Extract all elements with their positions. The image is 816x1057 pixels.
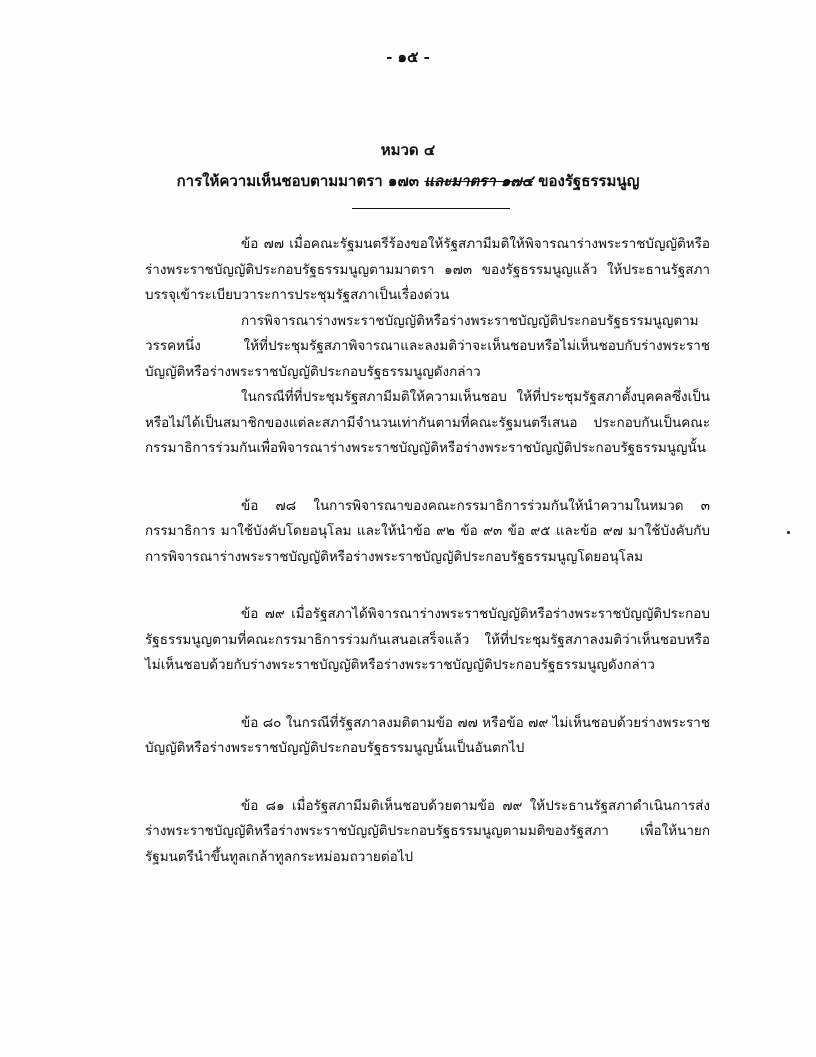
paragraph-article-77-clause-3: ในกรณีที่ที่ประชุมรัฐสภามีมติให้ความเห็นชอบ ให้ที่ประชุมรัฐสภาตั้งบุคคลซึ่งเป็นหรือไม่ได้เป็นสมาชิกของแต่ละสภามีจำนวนเท่ากันตามที่คณะรัฐมนตรีเสนอ ประกอบกันเป็นคณะกรรมาธิการร่วมกันเพื่อพิจารณาร่างพระราชบัญญัติหรือร่างพระราชบัญญัติประกอบรัฐธรรมนูญนั้น [145, 389, 710, 456]
document-body [145, 232, 710, 870]
scan-speck [787, 531, 790, 534]
paragraph-article-81: ข้อ ๘๑ เมื่อรัฐสภามีมติเห็นชอบด้วยตามข้อ ๗๙ ให้ประธานรัฐสภาดำเนินการส่งร่างพระราชบัญญัติหรือร่างพระราชบัญญัติประกอบรัฐธรรมนูญตามมติของรัฐสภา เพื่อให้นายกรัฐมนตรีนำขึ้นทูลเกล้าทูลกระหม่อมถวายต่อไป [145, 797, 710, 865]
chapter-title-before: การให้ความเห็นชอบตามมาตรา ๑๗๓ [176, 172, 419, 190]
paragraph-article-78: ข้อ ๗๘ ในการพิจารณาของคณะกรรมาธิการร่วมกันให้นำความในหมวด ๓ กรรมาธิการ มาใช้บังคับโดยอนุโลม และให้นำข้อ ๙๒ ข้อ ๙๓ ข้อ ๙๕ และข้อ ๙๗ มาใช้บังคับกับการพิจารณาร่างพระราชบัญญัติหรือร่างพระราชบัญญัติประกอบรัฐธรรมนูญโดยอนุโลม [145, 497, 710, 565]
chapter-title [0, 169, 816, 193]
paragraph-gap [145, 679, 710, 711]
paragraph-article-77: ข้อ ๗๗ เมื่อคณะรัฐมนตรีร้องขอให้รัฐสภามีมติให้พิจารณาร่างพระราชบัญญัติหรือร่างพระราชบัญญัติประกอบรัฐธรรมนูญตามมาตรา ๑๗๓ ของรัฐธรรมนูญแล้ว ให้ประธานรัฐสภาบรรจุเข้าระเบียบวาระการประชุมรัฐสภาเป็นเรื่องด่วน [145, 236, 710, 303]
paragraph-gap [145, 762, 710, 794]
chapter-title-struck: และมาตรา ๑๗๔ [424, 172, 534, 190]
title-underline [352, 208, 510, 209]
paragraph-article-80: ข้อ ๘๐ ในกรณีที่รัฐสภาลงมติตามข้อ ๗๗ หรือข้อ ๗๙ ไม่เห็นชอบด้วยร่างพระราชบัญญัติหรือร่างพระราชบัญญัติประกอบรัฐธรรมนูญนั้นเป็นอันตกไป [145, 714, 710, 756]
chapter-title-after: ของรัฐธรรมนูญ [538, 172, 640, 190]
paragraph-gap [145, 570, 710, 602]
paragraph-article-77-clause-2: การพิจารณาร่างพระราชบัญญัติหรือร่างพระราชบัญญัติประกอบรัฐธรรมนูญตามวรรคหนึ่ง ให้ที่ประชุมรัฐสภาพิจารณาและลงมติว่าจะเห็นชอบหรือไม่เห็นชอบกับร่างพระราชบัญญัติหรือร่างพระราชบัญญัติประกอบรัฐธรรมนูญดังกล่าว [145, 312, 710, 380]
page-number: - ๑๕ - [386, 48, 430, 66]
paragraph-gap [145, 462, 710, 494]
paragraph-article-79: ข้อ ๗๙ เมื่อรัฐสภาได้พิจารณาร่างพระราชบัญญัติหรือร่างพระราชบัญญัติประกอบรัฐธรรมนูญตามที่คณะกรรมาธิการร่วมกันเสนอเสร็จแล้ว ให้ที่ประชุมรัฐสภาลงมติว่าเห็นชอบหรือไม่เห็นชอบด้วยกับร่างพระราชบัญญัติหรือร่างพระราชบัญญัติประกอบรัฐธรรมนูญดังกล่าว [145, 606, 710, 673]
chapter-heading: หมวด ๔ [380, 141, 436, 159]
